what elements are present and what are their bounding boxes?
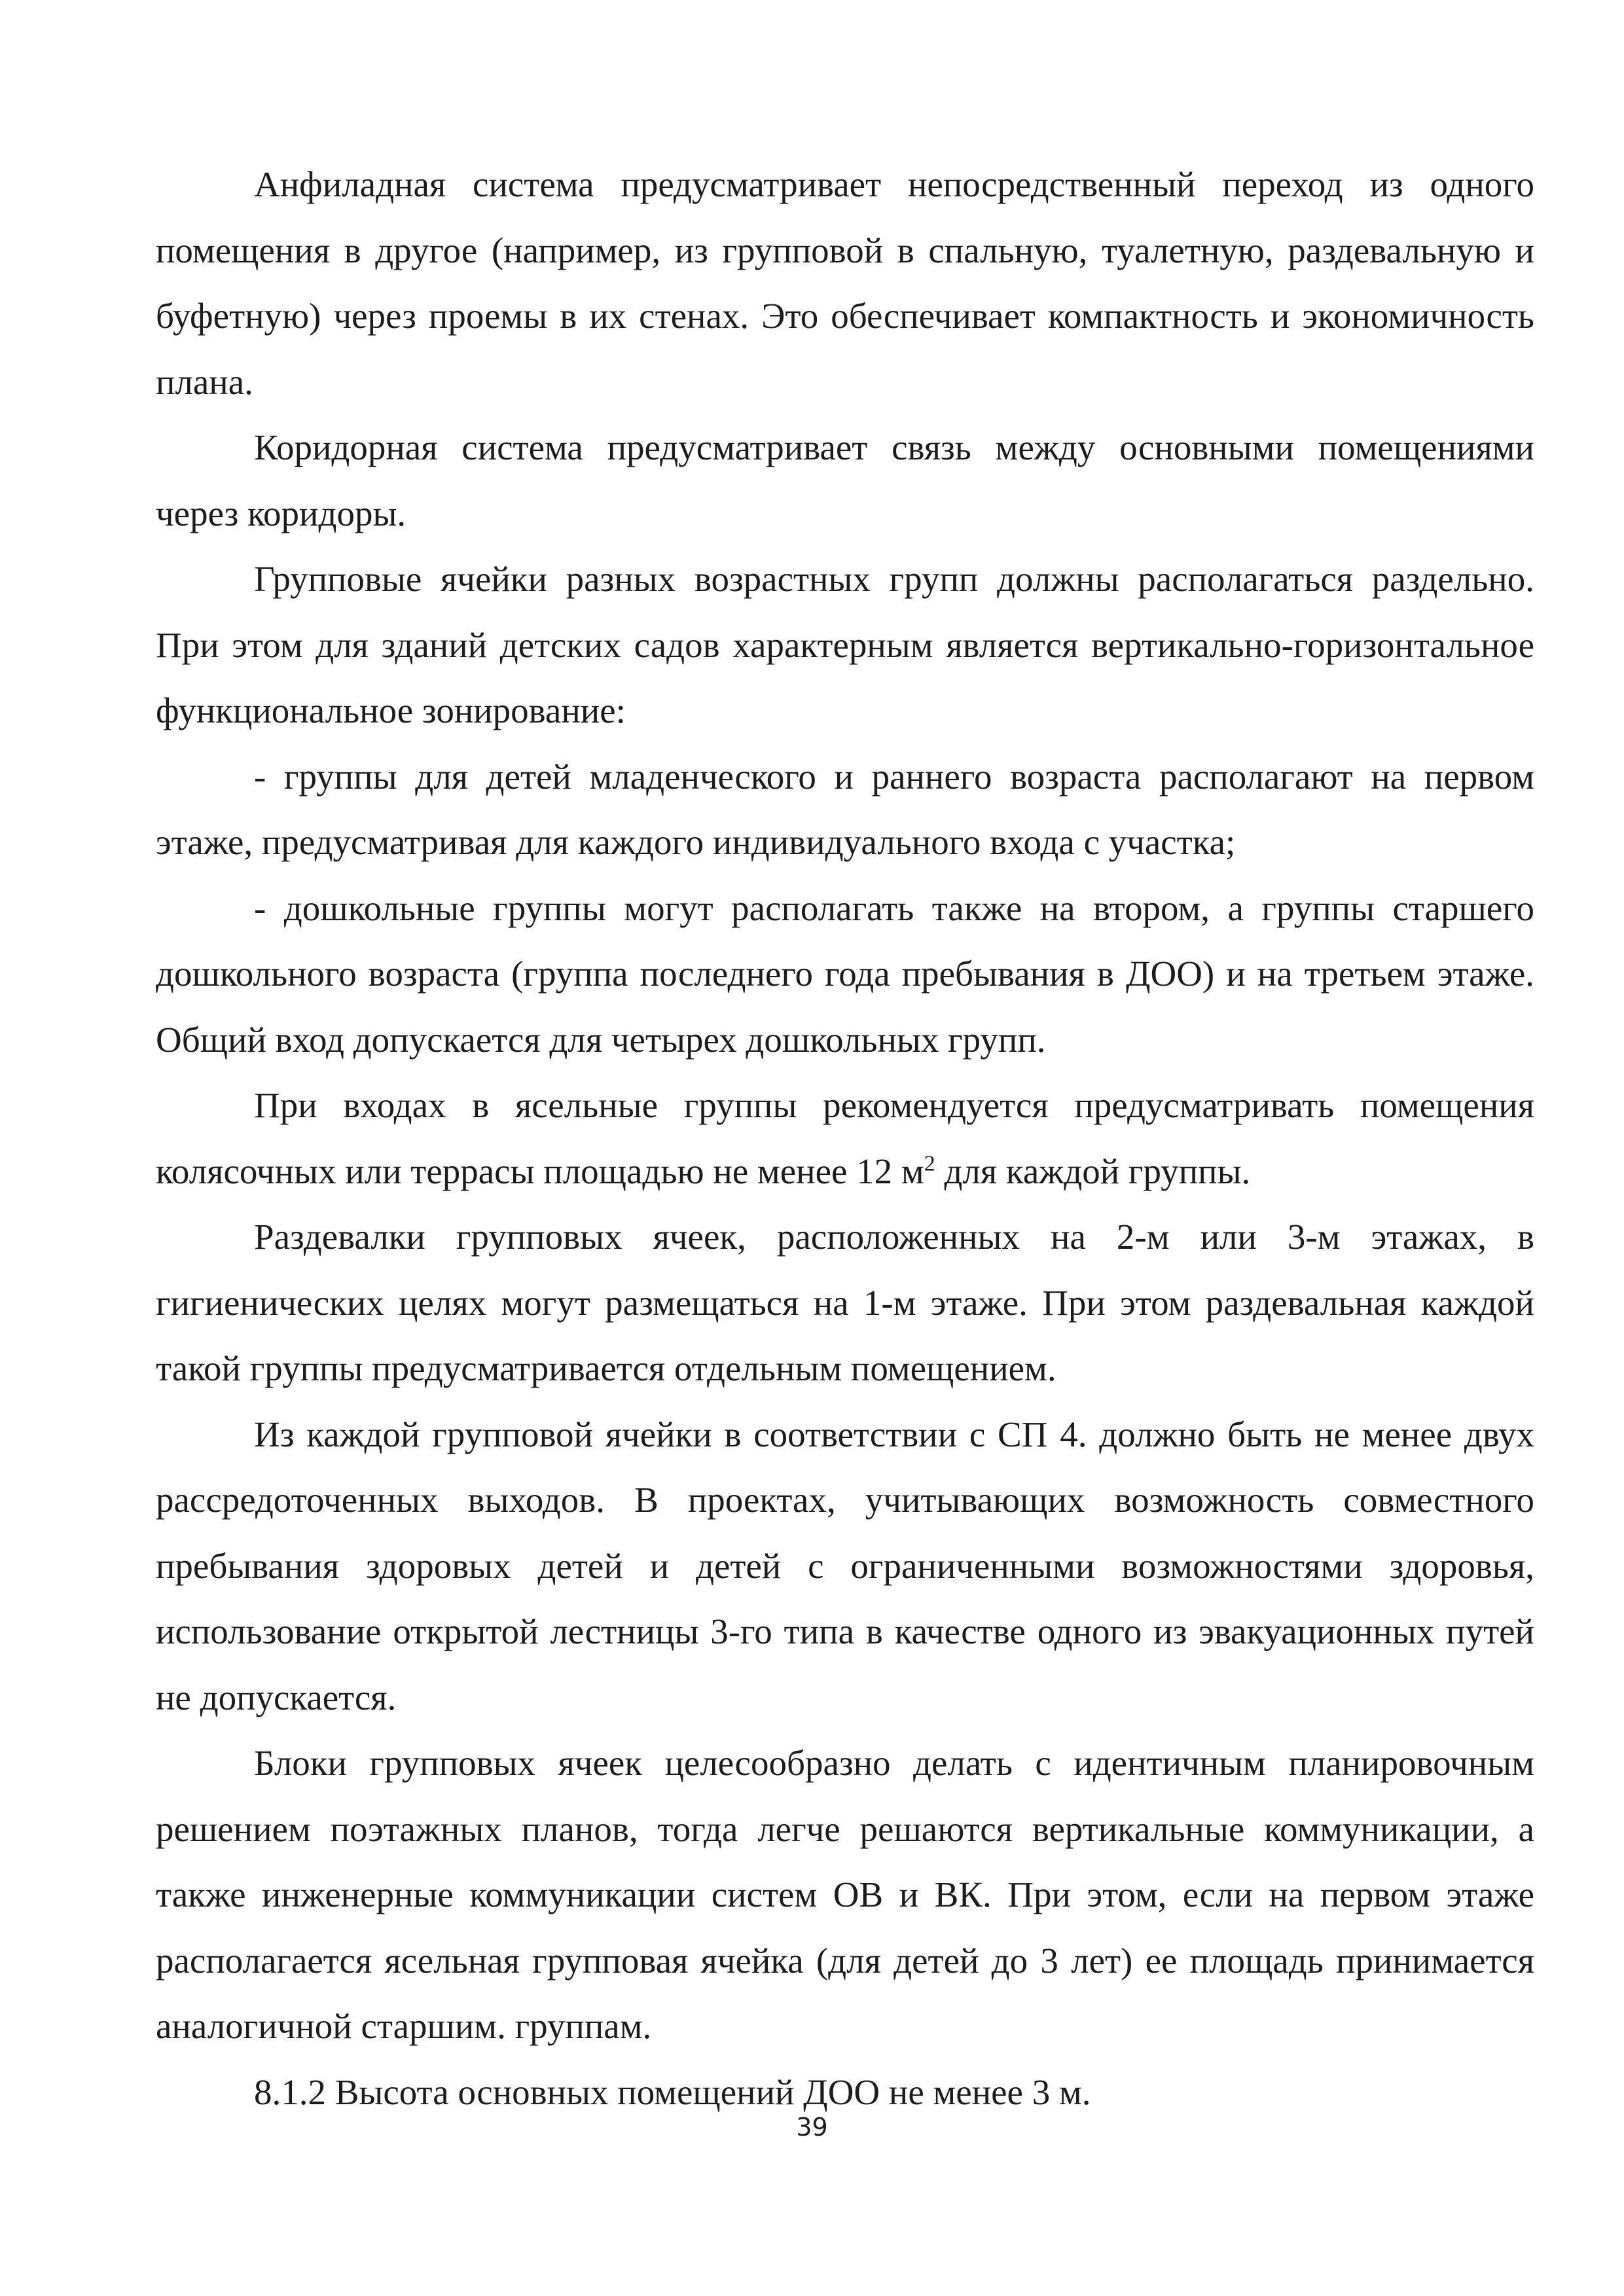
paragraph-cloakrooms: Раздевалки групповых ячеек, расположенных на 2-м или 3-м этажах, в гигиенических целях могут размещаться на 1-м этаже. При этом раздевальная каждой такой группы предусматривается отдельным помещением. xyxy=(156,1217,1534,1388)
paragraph-corridor-system: Коридорная система предусматривает связь между основными помещениями через коридоры. xyxy=(156,427,1534,533)
body-text xyxy=(156,152,1534,2125)
paragraph-exits: Из каждой групповой ячейки в соответствии с СП 4. должно быть не менее двух рассредоточенных выходов. В проектах, учитывающих возможность совместного пребывания здоровых детей и детей с ограниченными возможностями здоровья, использование открытой лестницы 3-го типа в качестве одного из эвакуационных путей не допускается. xyxy=(156,1414,1534,1717)
paragraph-enfilade-system: Анфиладная система предусматривает непосредственный переход из одного помещения в другое (например, из групповой в спальную, туалетную, раздевальную и буфетную) через проемы в их стенах. Это обеспечивает компактность и экономичность плана. xyxy=(156,164,1534,402)
page-number: 39 xyxy=(796,2113,828,2142)
paragraph-list-item-preschool-groups: - дошкольные группы могут располагать также на втором, а группы старшего дошкольного возраста (группа последнего года пребывания в ДОО) и на третьем этаже. Общий вход допускается для четырех дошкольных групп. xyxy=(156,888,1534,1060)
paragraph-list-item-infant-groups: - группы для детей младенческого и раннего возраста располагают на первом этаже, предусматривая для каждого индивидуального входа с участка; xyxy=(156,756,1534,862)
paragraph-stroller-rooms-text: При входах в ясельные группы рекомендуется предусматривать помещения колясочных или террасы площадью не менее 12 м xyxy=(156,1085,1534,1191)
paragraph-group-cells: Групповые ячейки разных возрастных групп должны располагаться раздельно. При этом для зданий детских садов характерным является вертикально-горизонтальное функциональное зонирование: xyxy=(156,559,1534,730)
paragraph-stroller-rooms-tail: для каждой группы. xyxy=(935,1151,1251,1191)
superscript-square: 2 xyxy=(924,1151,935,1176)
paragraph-group-blocks: Блоки групповых ячеек целесообразно делать с идентичным планировочным решением поэтажных планов, тогда легче решаются вертикальные коммуникации, а также инженерные коммуникации систем ОВ и ВК. При этом, если на первом этаже располагается ясельная групповая ячейка (для детей до 3 лет) ее площадь принимается аналогичной старшим. группам. xyxy=(156,1743,1534,2046)
paragraph-room-height: 8.1.2 Высота основных помещений ДОО не менее 3 м. xyxy=(254,2072,1091,2112)
paragraph-stroller-rooms xyxy=(156,1073,1534,1204)
